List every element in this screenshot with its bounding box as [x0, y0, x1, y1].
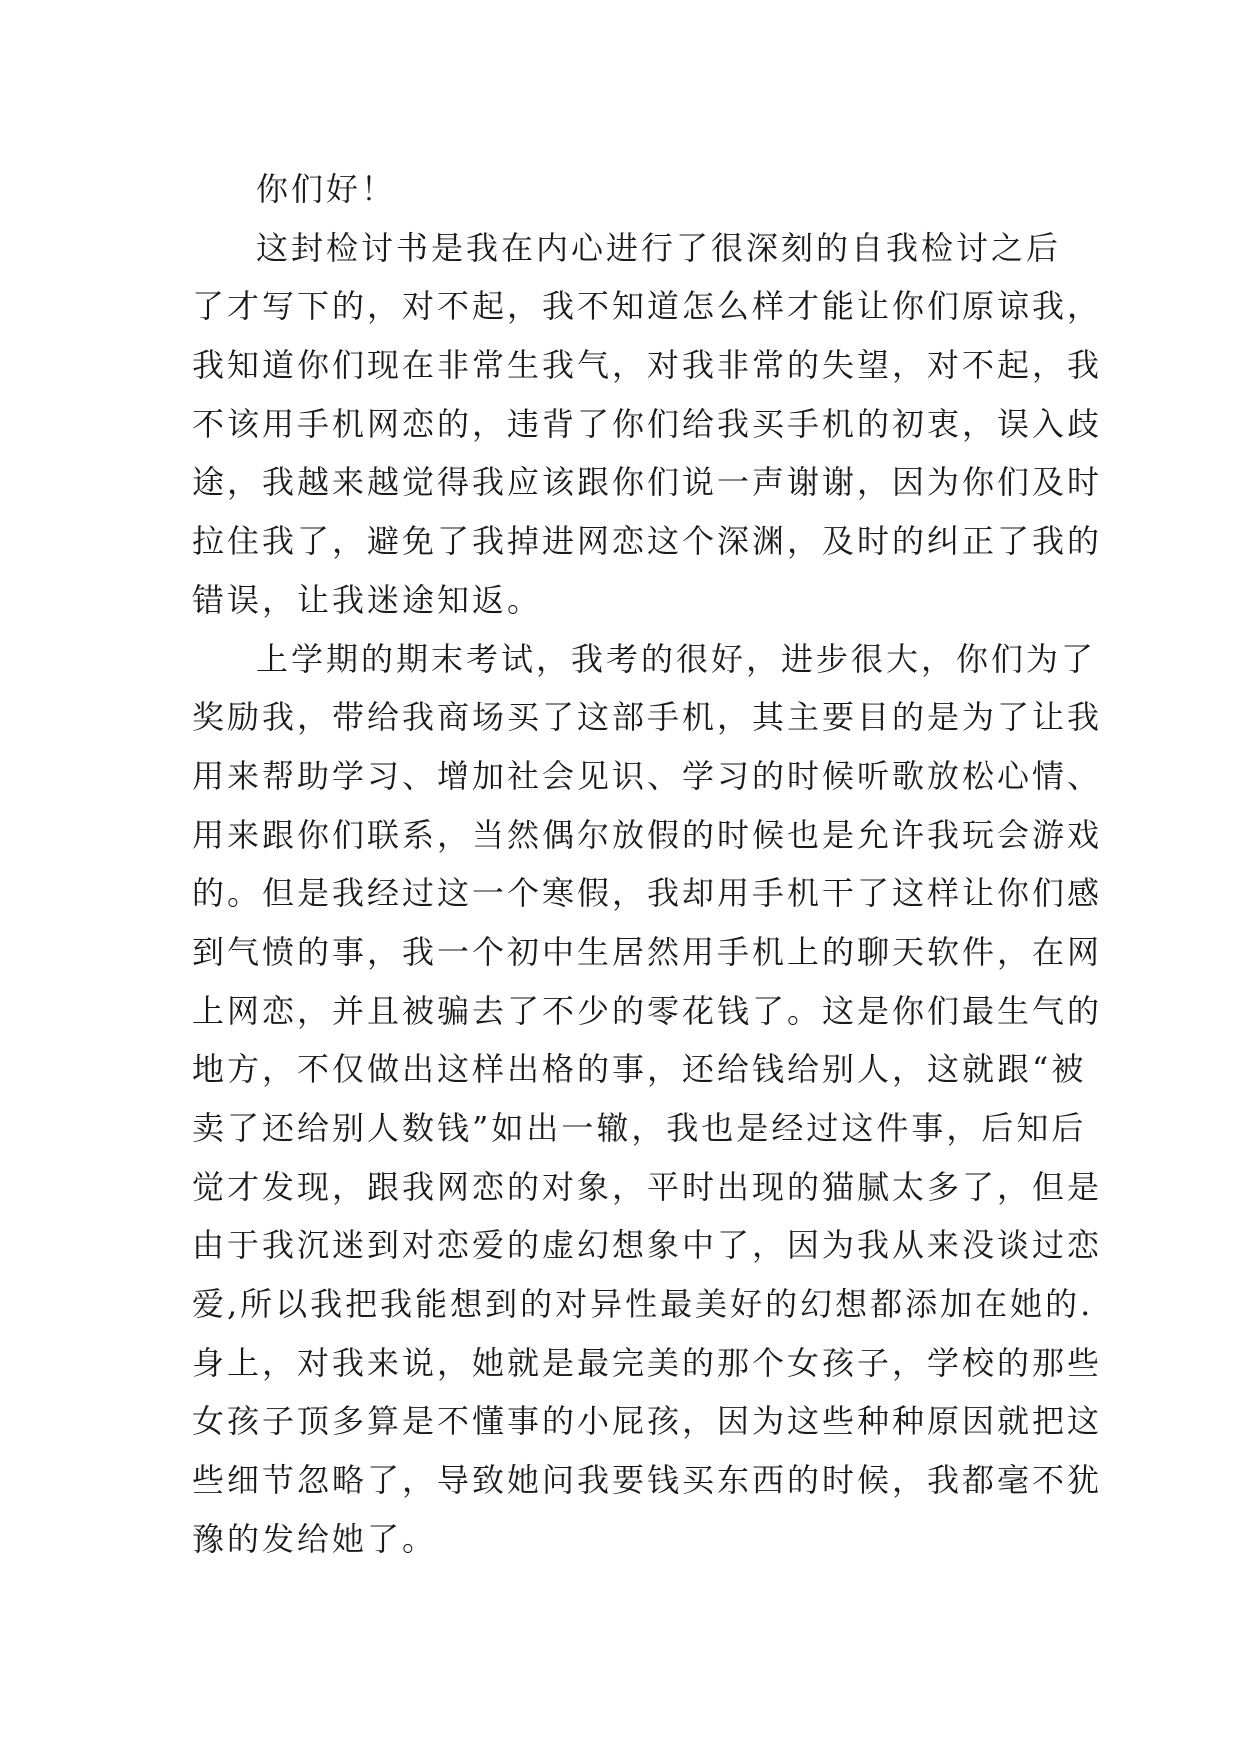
text-line: 用来帮助学习、增加社会见识、学习的时候听歌放松心情、: [192, 756, 1103, 795]
text-line: 不该用手机网恋的，违背了你们给我买手机的初衷，误入歧: [192, 404, 1103, 443]
text-line: 到气愤的事，我一个初中生居然用手机上的聊天软件，在网: [192, 932, 1103, 971]
text-line: 这封检讨书是我在内心进行了很深刻的自我检讨之后: [256, 228, 1062, 267]
text-line: 觉才发现，跟我网恋的对象，平时出现的猫腻太多了，但是: [192, 1167, 1103, 1206]
text-line: 卖了还给别人数钱”如出一辙，我也是经过这件事，后知后: [192, 1109, 1087, 1147]
text-line: 奖励我，带给我商场买了这部手机，其主要目的是为了让我: [192, 698, 1103, 737]
text-line: 由于我沉迷到对恋爱的虚幻想象中了，因为我从来没谈过恋: [192, 1226, 1103, 1265]
text-line: 地方，不仅做出这样出格的事，还给钱给别人，这就跟“被: [192, 1050, 1087, 1089]
text-line: 错误，让我迷途知返。: [192, 580, 543, 619]
text-line: 上学期的期末考试，我考的很好，进步很大，你们为了: [256, 639, 1097, 678]
text-line: 些细节忽略了，导致她问我要钱买东西的时候，我都毫不犹: [192, 1461, 1103, 1500]
text-line: 用来跟你们联系，当然偶尔放假的时候也是允许我玩会游戏: [192, 815, 1103, 854]
text-line: 途，我越来越觉得我应该跟你们说一声谢谢，因为你们及时: [192, 463, 1103, 502]
paragraph-2: [192, 630, 1103, 1569]
text-line: 爱,所以我把我能想到的对异性最美好的幻想都添加在她的.: [192, 1285, 1094, 1324]
text-line: 上网恋，并且被骗去了不少的零花钱了。这是你们最生气的: [192, 991, 1103, 1030]
text-line: 女孩子顶多算是不懂事的小屁孩，因为这些种种原因就把这: [192, 1402, 1103, 1441]
text-line: 身上，对我来说，她就是最完美的那个女孩子，学校的那些: [192, 1343, 1103, 1382]
letter-body: [192, 160, 1103, 1569]
paragraph-1: [192, 219, 1103, 630]
text-line: 豫的发给她了。: [192, 1519, 438, 1558]
text-line: 我知道你们现在非常生我气，对我非常的失望，对不起，我: [192, 346, 1103, 385]
text-line: 拉住我了，避免了我掉进网恋这个深渊，及时的纠正了我的: [192, 522, 1103, 561]
text-line: 的。但是我经过这一个寒假，我却用手机干了这样让你们感: [192, 874, 1103, 913]
text-line: 了才写下的，对不起，我不知道怎么样才能让你们原谅我，: [192, 287, 1103, 326]
greeting: 你们好！: [256, 170, 397, 208]
